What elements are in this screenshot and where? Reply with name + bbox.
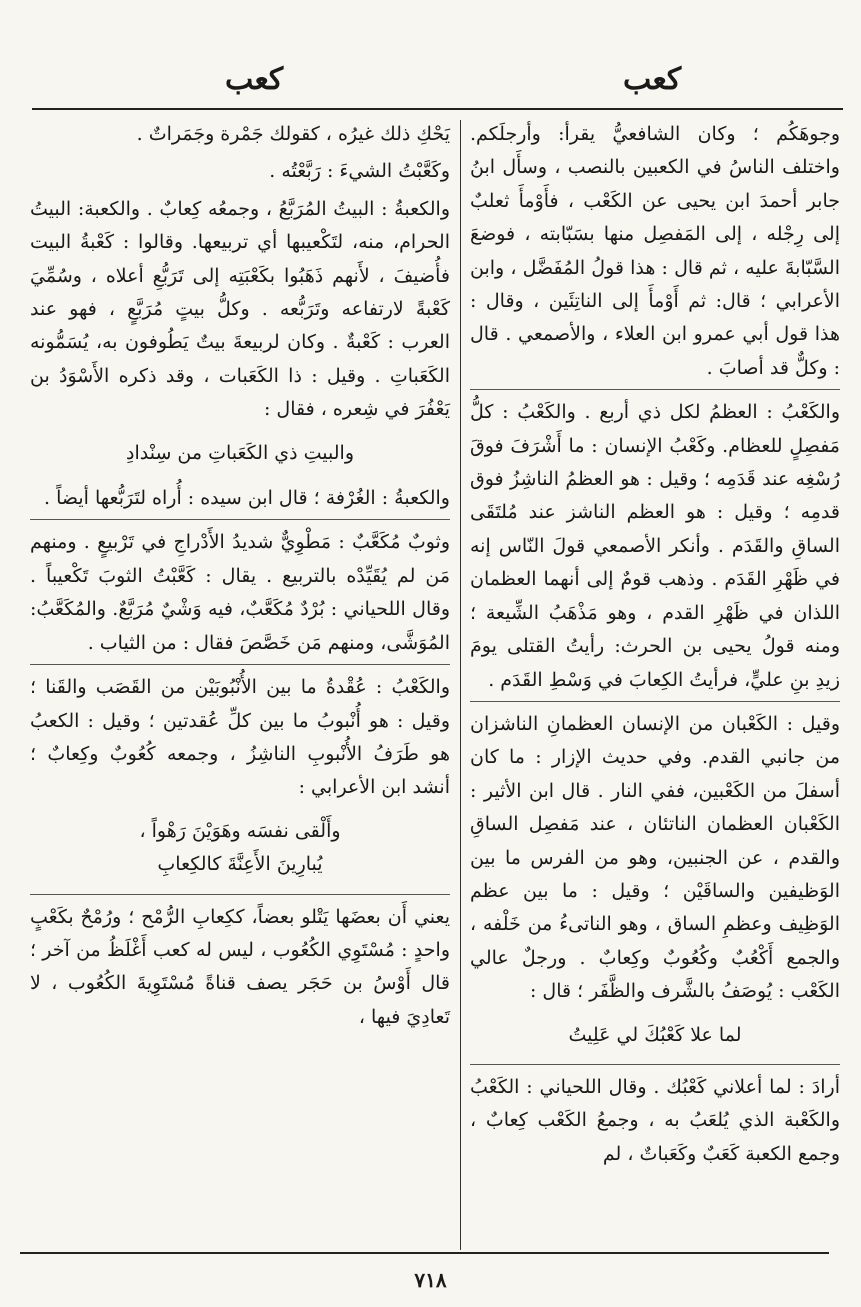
page-number: ٧١٨ [414, 1268, 447, 1292]
entry-paragraph: والكعبةُ : الغُرْفة ؛ قال ابن سيده : أُراه لتَرَبُّعها أيضاً . [44, 487, 450, 510]
entry-paragraph: وكَعَّبْتُ الشيءَ : رَبَّعْتُه . [269, 160, 450, 183]
verse-line: يُبارِينَ الأَعِنَّةَ كالكِعابِ [157, 853, 323, 876]
bottom-rule [20, 1252, 829, 1254]
paragraph-separator [30, 664, 450, 665]
verse-line: لما علا كَعْبُكَ لي عَلِيتُ [568, 1023, 742, 1046]
top-rule [32, 108, 843, 110]
paragraph-separator [30, 894, 450, 895]
header-word-right: كعب [623, 62, 682, 97]
column-divider [460, 120, 461, 1250]
left-column [30, 118, 450, 1038]
entry-paragraph: والكَعْبُ : عُقْدةُ ما بين الأُنْبُوبَيْن من القَصَب والقَنا ؛ وقيل : هو أُنْبوبُ ما بين كلِّ عُقدتين ؛ وقيل : الكعبُ هو طَرَفُ الأُنْبوبِ الناشِزُ ، وجمعه كُعُوبٌ وكِعابٌ ؛ أنشد ابن الأعرابي : [30, 676, 450, 799]
paragraph-separator [470, 1064, 840, 1065]
entry-paragraph: أرادَ : لما أعلاني كَعْبُك . وقال اللحياني : الكَعْبُ والكَعْبة الذي يُلعَبُ به ، وجمعُ الكَعْب كِعابٌ ، وجمع الكعبة كَعَبٌ وكَعَباتٌ ، لم [470, 1075, 840, 1165]
entry-paragraph: والكعبةُ : البيتُ المُرَبَّعُ ، وجمعُه كِعابٌ . والكعبة: البيتُ الحرام، منه، لتَكْعيبها أي تربيعها. وقالوا : كَعْبةُ البيت فأُضيفَ ، لأَنهم ذَهَبُوا بكَعْبَتِه إلى تَرَبُّعِ أعلاه ، وسُمِّيَ كَعْبةً لارتفاعه وتَرَبُّعه . وكلُّ بيتٍ مُرَبَّعٍ ، فهو عند العرب : كَعْبةٌ . وكان لربيعةَ بيتٌ يَطُوفون به، يُسَمُّونه الكَعَباتِ . وقيل : ذا الكَعَبات ، وقد ذكره الأَسْوَدُ بن يَعْفُرَ في شِعره ، فقال : [30, 197, 450, 421]
right-column [470, 118, 840, 1175]
entry-paragraph: وقيل : الكَعْبان من الإنسان العظمانِ الناشزان من جانبي القدم. وفي حديث الإزار : ما كان أسفلَ من الكَعْبين، ففي النار . قال ابن الأثير : الكَعْبان العظمان الناتئان ، عند مَفصِل الساقِ والقدم ، عن الجنبين، وهو من الفرس ما بين الوَظيفين والساقَيْن ؛ وقيل : ما بين عظم الوَظِيف وعظمِ الساق ، وهو الناتىءُ من خَلْفه ، والجمع أَكْعُبٌ وكُعُوبٌ وكِعابٌ . ورجلٌ عالي الكَعْب : يُوصَفُ بالشَّرف والظَّفَر ؛ قال : [470, 712, 840, 1003]
entry-paragraph: يعني أَن بعضَها يَتْلو بعضاً، ككِعابِ الرُّمْح ؛ ورُمْحٌ بكَعْبٍ واحدٍ : مُسْتَوِي الكُعُوب ، ليس له كعب أَغْلَظُ من آخر ؛ قال أَوْسُ بن حَجَر يصف قناةً مُسْتَوِيةَ الكُعُوب ، لا تَعادِيَ فيها ، [30, 905, 450, 1028]
header-word-left: كعب [225, 62, 284, 97]
entry-paragraph: يَحْكِ ذلك غيرُه ، كقولك جَمْرة وجَمَراتٌ . [136, 123, 450, 145]
entry-paragraph: وجوهَكُم ؛ وكان الشافعيُّ يقرأ: وأرجلَكم. واختلف الناسُ في الكعبين بالنصب ، وسأَل ابنُ جابر أحمدَ ابن يحيى عن الكَعْب ، فأَوْمأَ ثعلبٌ إلى رِجْله ، إلى المَفصِل منها بسَبّابته ، فوضعَ السَّبّابةَ عليه ، ثم قال : هذا قولُ المُفَضَّل ، وابن الأعرابي ؛ قال: ثم أَوْمأَ إلى الناتِئَين ، وقال : هذا قول أبي عمرو ابن العلاء ، والأصمعي . قال : وكلٌّ قد أصابَ . [470, 123, 840, 379]
paragraph-separator [470, 701, 840, 702]
entry-paragraph: والكَعْبُ : العظمُ لكل ذي أربع . والكَعْبُ : كلُّ مَفصِلٍ للعظام. وكَعْبُ الإنسان : ما أَشْرَفَ فوقَ رُسْغِه عند قَدَمِه ؛ وقيل : هو العظمُ الناشِزُ فوق قدمِه ؛ وقيل : هو العظم الناشز عند مُلتَقَى الساقِ والقَدَم . وأنكر الأصمعي قولَ النّاس إنه في ظَهْرِ القَدَم . وذهب قومٌ إلى أنهما العظمان اللذان في ظَهْرِ القدم ، وهو مَذْهَبُ الشِّيعة ؛ ومنه قولُ يحيى بن الحرث: رأيتُ القتلى يومَ زيدِ بنِ عليٍّ، فرأيتُ الكِعابَ في وَسْطِ القَدَم . [470, 401, 840, 691]
paragraph-separator [470, 389, 840, 390]
verse-line: وأَلْقى نفسَه وهَوَيْنَ رَهْواً ، [139, 819, 341, 842]
paragraph-separator [30, 519, 450, 520]
entry-paragraph: وثوبٌ مُكَعَّبٌ : مَطْوِيٌّ شديدُ الأَدْراجِ في تَرْبيعٍ . ومنهم مَن لم يُقَيِّدْه بالتربيع . يقال : كَعَّبْتُ الثوبَ تَكْعيباً . وقال اللحياني : بُرْدٌ مُكَعَّبٌ، فيه وَشْيٌ مُرَبَّعٌ. والمُكَعَّبُ: المُوَشَّى، ومنهم مَن خَصَّصَ فقال : من الثياب . [30, 531, 450, 654]
verse-line: والبيتِ ذي الكَعَباتِ من سِنْدادِ [126, 441, 354, 464]
